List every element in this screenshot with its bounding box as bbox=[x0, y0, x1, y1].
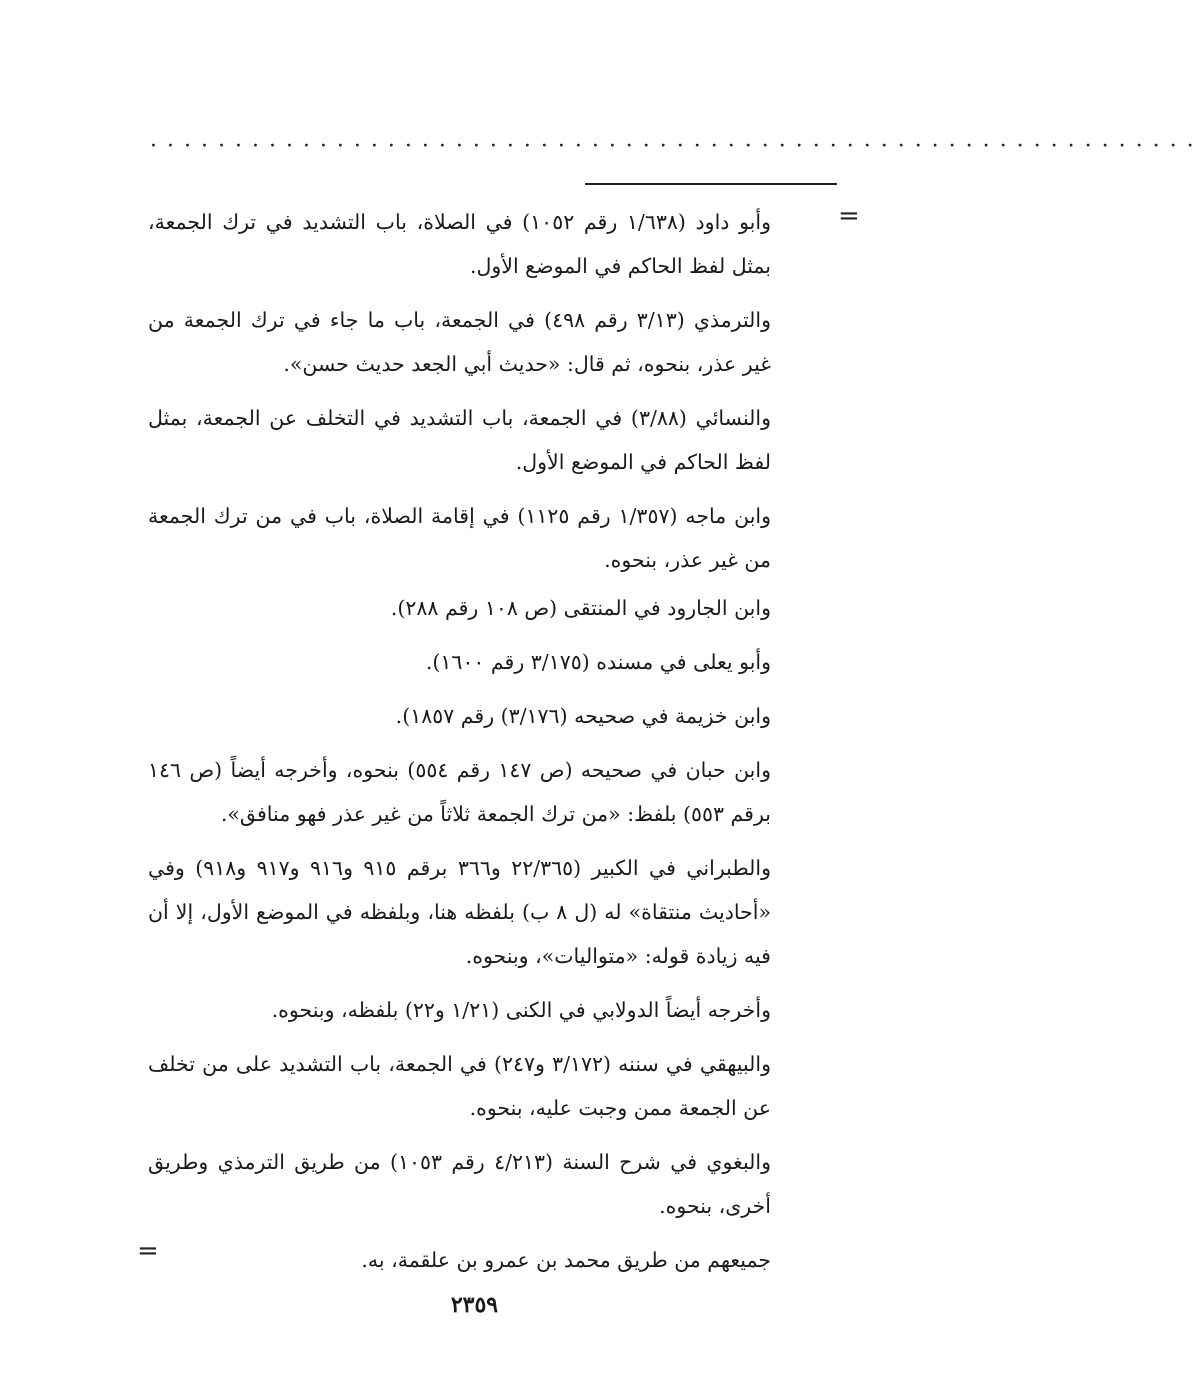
paragraph-abu-yala: وأبو يعلى في مسنده (٣/١٧٥ رقم ١٦٠٠). bbox=[425, 650, 771, 674]
continuation-marker-bottom: = bbox=[137, 1236, 159, 1266]
paragraph-ibn-hibban: وابن حبان في صحيحه (ص ١٤٧ رقم ٥٥٤) بنحوه، وأخرجه أيضاً (ص ١٤٦ برقم ٥٥٣) بلفظ: «من ترك الجمعة ثلاثاً من غير عذر فهو منافق». bbox=[148, 758, 771, 826]
continuation-marker-top: = bbox=[838, 201, 860, 231]
paragraph-summary: جميعهم من طريق محمد بن عمرو بن علقمة، به. bbox=[361, 1248, 771, 1272]
paragraph-baghawi: والبغوي في شرح السنة (٤/٢١٣ رقم ١٠٥٣) من طريق الترمذي وطريق أخرى، بنحوه. bbox=[148, 1150, 771, 1218]
paragraph-abu-dawud: وأبو داود (١/٦٣٨ رقم ١٠٥٢) في الصلاة، باب التشديد في ترك الجمعة، بمثل لفظ الحاكم في الموضع الأول. bbox=[148, 210, 771, 278]
footnote-body bbox=[148, 200, 771, 1292]
paragraph-tirmidhi: والترمذي (٣/١٣ رقم ٤٩٨) في الجمعة، باب ما جاء في ترك الجمعة من غير عذر، بنحوه، ثم قال: «حديث أبي الجعد حديث حسن». bbox=[148, 308, 771, 376]
paragraph-ibn-khuzaymah: وابن خزيمة في صحيحه (٣/١٧٦) رقم ١٨٥٧). bbox=[395, 704, 771, 728]
paragraph-nasai: والنسائي (٣/٨٨) في الجمعة، باب التشديد في التخلف عن الجمعة، بمثل لفظ الحاكم في الموضع الأول. bbox=[148, 406, 771, 474]
paragraph-tabarani: والطبراني في الكبير (٢٢/٣٦٥ و٣٦٦ برقم ٩١٥ و٩١٦ و٩١٧ و٩١٨) وفي «أحاديث منتقاة» له (ل ٨ ب) بلفظه هنا، وبلفظه في الموضع الأول، إلا أن فيه زيادة قوله: «متواليات»، وبنحوه. bbox=[148, 856, 771, 968]
paragraph-ibn-al-jarud: وابن الجارود في المنتقى (ص ١٠٨ رقم ٢٨٨). bbox=[390, 596, 771, 620]
paragraph-bayhaqi: والبيهقي في سننه (٣/١٧٢ و٢٤٧) في الجمعة، باب التشديد على من تخلف عن الجمعة ممن وجبت عليه، بنحوه. bbox=[148, 1052, 771, 1120]
dotted-separator: ······························································ bbox=[150, 134, 1204, 159]
page-number: ٢٣٥٩ bbox=[450, 1292, 499, 1318]
paragraph-dulabi: وأخرجه أيضاً الدولابي في الكنى (١/٢١ و٢٢) بلفظه، وبنحوه. bbox=[271, 998, 771, 1022]
footnote-rule bbox=[585, 183, 837, 185]
paragraph-ibn-majah: وابن ماجه (١/٣٥٧ رقم ١١٢٥) في إقامة الصلاة، باب في من ترك الجمعة من غير عذر، بنحوه. bbox=[148, 504, 771, 572]
